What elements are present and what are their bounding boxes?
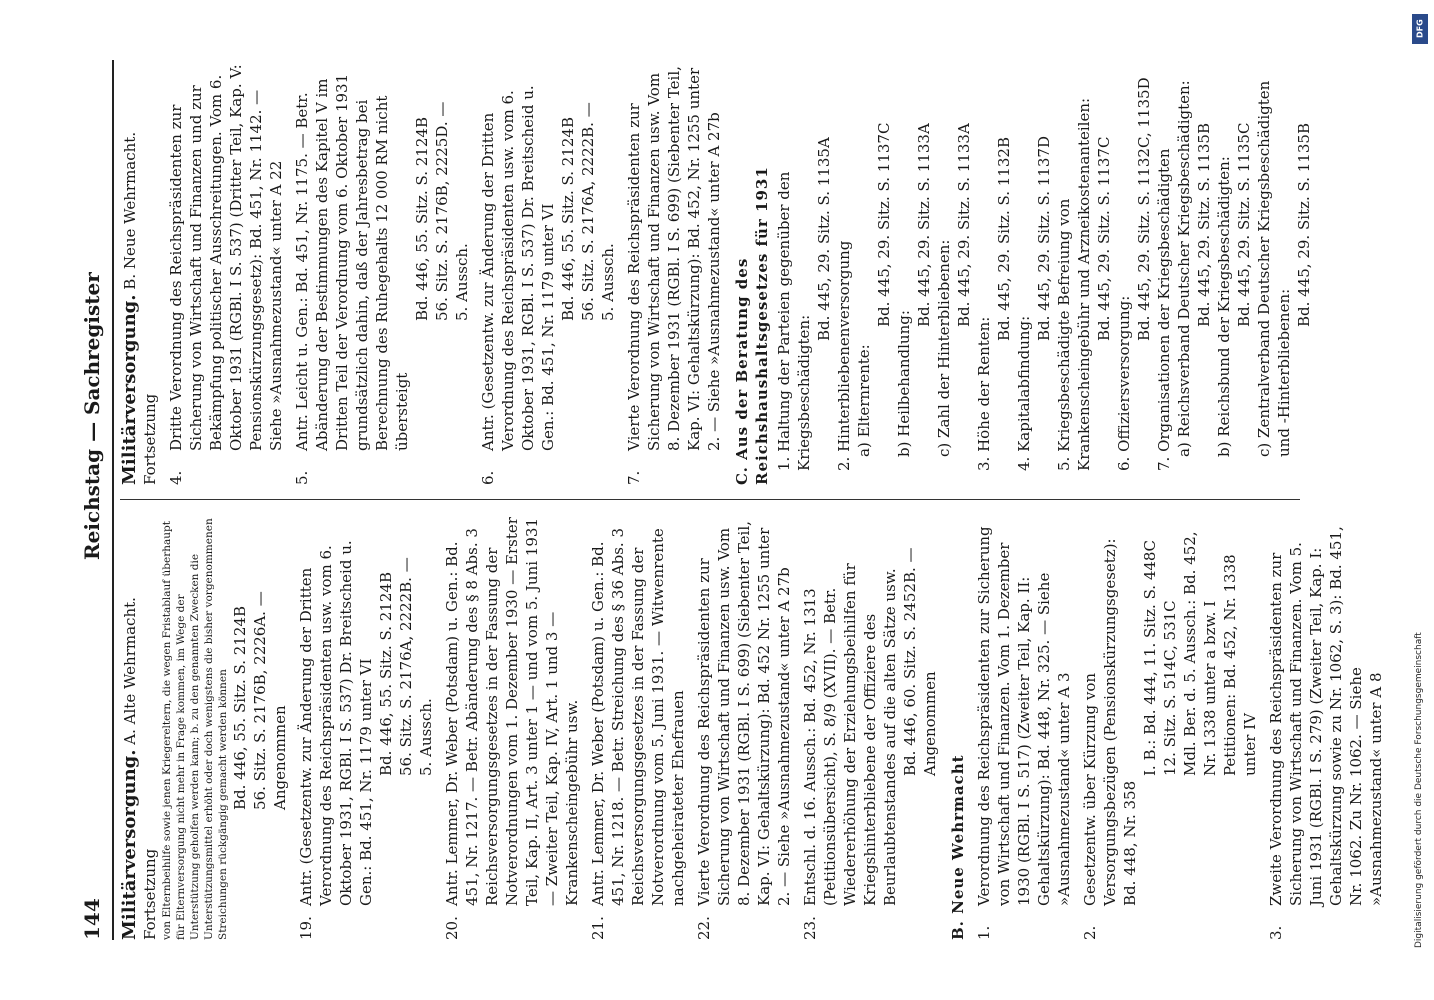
entry-text: Antr. Lemmer, Dr. Weber (Potsdam) u. Gen.: Bd. 451, Nr. 1217. — Betr. Abänderung des § 8 Abs. 3 Reichsversorgungsgesetzes in der Fassung der Notverordnungen vom 1. Dezember 1930 — Erster Teil, Kap. II, Art. 3 unter 1 — und vom 5. Juni 1931 — Zweiter Teil, Kap. IV, Art. 1 und 3 — Krankenscheingebühr usw. xyxy=(443,517,581,906)
section-c-label: a) Elternrente: xyxy=(855,344,873,457)
column-divider xyxy=(120,499,1300,500)
entry-ref: Bd. 446, 60. Sitz. S. 2452B. — Angenommen xyxy=(901,547,939,776)
left-intro-ref-1: Bd. 446, 55. Sitz. S. 2124B xyxy=(231,606,249,810)
entry-number: 22. xyxy=(695,916,713,940)
left-column-intro xyxy=(120,515,290,940)
section-c-item xyxy=(934,60,974,485)
section-c-label: c) Zentralverband Deutscher Kriegsbeschädigten und -Hinterbliebenen: xyxy=(1255,80,1293,457)
section-b-heading: B. Neue Wehrmacht xyxy=(949,754,967,940)
entry-text: Vierte Verordnung des Reichspräsidenten zur Sicherung von Wirtschaft und Finanzen usw. Vom 8. Dezember 1931 (RGBl. I S. 699) (Siebenter Teil, Kap. VI: Gehaltskürzung): Bd. 452 Nr. 1255 unter 2. — Siehe »Ausnahmezustand« unter A 27b xyxy=(695,521,793,906)
left-entry xyxy=(588,515,688,940)
entry-number: 21. xyxy=(589,916,607,940)
entry-ref: 5. Aussch. xyxy=(453,243,471,321)
left-entry xyxy=(694,515,794,940)
section-c-items xyxy=(774,60,1314,485)
section-c-item xyxy=(894,60,934,485)
entry-text: Zweite Verordnung des Reichspräsidenten zur Sicherung von Wirtschaft und Finanzen. Vom 5. Juni 1931 (RGBl. I S. 279) (Zweiter Teil, Kap. I: Gehaltskürzung sowie zu Nr. 1062, S. 3): Bd. 451, Nr. 1062. Zu Nr. 1062. — Siehe »Ausnahmezustand« unter A 8 xyxy=(1267,526,1385,906)
section-b-entries xyxy=(974,515,1386,940)
entry-ref: Bd. 446, 55. Sitz. S. 2124B xyxy=(559,117,577,321)
entry-number: 19. xyxy=(297,916,315,940)
section-c-ref: Bd. 445, 29. Sitz. S. 1133A xyxy=(955,123,973,327)
entry-ref: 5. Aussch. xyxy=(417,698,435,776)
entry-text: Dritte Verordnung des Reichspräsidenten zur Sicherung von Wirtschaft und Finanzen und zur Bekämpfung politischer Ausschreitungen. Vom 6. Oktober 1931 (RGBl. I S. 537) (Dritter Teil, Kap. V: Pensionskürzungsgesetz): Bd. 451, Nr. 1142. — Siehe »Ausnahmezustand« unter A 22 xyxy=(167,64,285,451)
entry-ref: 5. Aussch. xyxy=(599,243,617,321)
entry-number: 23. xyxy=(801,916,819,940)
section-c-ref: Bd. 445, 29. Sitz. S. 1132B xyxy=(995,137,1013,341)
entry-ref: 56. Sitz. S. 2176A, 2222B. — xyxy=(397,557,415,776)
section-c-label: a) Reichsverband Deutscher Kriegsbeschädigten: xyxy=(1175,80,1193,457)
entry-text: Entschl. d. 16. Aussch.: Bd. 452, Nr. 1313 (Petitionsübersicht), S. 8/9 (XVII). — Betr. Wiedererhöhung der Erziehungsbeihilfen für Kriegshinterbliebene der Offiziere des Beurlaubtenstandes auf die alten Sätze usw. xyxy=(801,563,899,906)
section-c-label: b) Heilbehandlung: xyxy=(895,310,913,457)
left-entry xyxy=(442,515,582,940)
entry-number: 4. xyxy=(167,470,185,485)
section-c-item xyxy=(854,60,894,485)
entry-text: Antr. Leicht u. Gen.: Bd. 451, Nr. 1175. — Betr. Abänderung der Bestimmungen des Kapitel V im Dritten Teil der Verordnung vom 6. Oktober 1931 grundsätzlich dahin, daß der Jahresbetrag bei Berechnung des Ruhegehalts 12 000 RM nicht übersteigt xyxy=(293,73,411,451)
section-c-item xyxy=(1174,60,1214,485)
right-entries xyxy=(166,60,724,485)
section-c-label: 6. Offiziersversorgung: xyxy=(1115,295,1133,471)
entry-ref: 12. Sitz. S. 514C, 531C xyxy=(1161,600,1179,776)
left-heading: Militärversorgung. xyxy=(119,749,140,940)
entry-number: 2. xyxy=(1081,925,1099,940)
entry-number: 5. xyxy=(293,470,311,485)
section-c-label: b) Reichsbund der Kriegsbeschädigten: xyxy=(1215,156,1233,457)
section-c-item xyxy=(774,60,834,485)
section-c-label: 7. Organisationen der Kriegsbeschädigten xyxy=(1155,148,1173,471)
entry-text: Antr. (Gesetzentw. zur Änderung der Dritten Verordnung des Reichspräsidenten usw. vom 6. Oktober 1931, RGBl. I S. 537) Dr. Breitscheid u. Gen.: Bd. 451, Nr. 1179 unter VI xyxy=(297,540,375,906)
section-b-entry xyxy=(1266,515,1386,940)
section-c-label: 3. Höhe der Renten: xyxy=(975,316,993,471)
section-c-heading: C. Aus der Beratung des Reichshaushaltsgesetzes für 1931 xyxy=(733,166,771,485)
section-c-ref: Bd. 445, 29. Sitz. S. 1135A xyxy=(815,137,833,341)
entry-number: 1. xyxy=(975,925,993,940)
section-c-item xyxy=(974,60,1014,485)
left-intro-ref-2: 56. Sitz. S. 2176B, 2226A. — Angenommen xyxy=(251,591,289,810)
section-c-item xyxy=(834,60,854,485)
section-c-label: 4. Kapitalabfindung: xyxy=(1015,315,1033,471)
section-c-ref: Bd. 445, 29. Sitz. S. 1133A xyxy=(915,123,933,327)
entry-ref: Mdl. Ber. d. 5. Aussch.: Bd. 452, Nr. 1338 unter a bzw. I xyxy=(1181,531,1219,776)
section-b-entry xyxy=(974,515,1074,940)
entry-text: Verordnung des Reichspräsidenten zur Sicherung von Wirtschaft und Finanzen. Vom 1. Dezember 1930 (RGBl. I S. 517) (Zweiter Teil, Kap. II: Gehaltskürzung): Bd. 448, Nr. 325. — Siehe »Ausnahmezustand« unter A 3 xyxy=(975,526,1073,906)
right-column-intro xyxy=(120,60,160,485)
entry-number: 20. xyxy=(443,916,461,940)
left-column xyxy=(119,515,1385,940)
credit-text: Digitalisierung gefördert durch die Deutsche Forschungsgemeinschaft xyxy=(1414,632,1424,948)
entry-text: Antr. (Gesetzentw. zur Änderung der Dritten Verordnung des Reichspräsidenten usw. vom 6. Oktober 1931, RGBl. I S. 537) Dr. Breitscheid u. Gen.: Bd. 451, Nr. 1179 unter VI xyxy=(479,85,557,451)
digitization-credit xyxy=(1410,8,1434,988)
section-c-label: 5. Kriegsbeschädigte Befreiung von Krankenscheingebühr und Arzneikostenanteilen: xyxy=(1055,97,1093,471)
dfg-logo-icon: DFG xyxy=(1412,14,1428,44)
entry-number: 7. xyxy=(625,470,643,485)
section-c-item xyxy=(1014,60,1054,485)
entry-ref: 56. Sitz. S. 2176A, 2222B. — xyxy=(579,102,597,321)
section-b-entry xyxy=(1080,515,1260,940)
section-c-item xyxy=(1214,60,1254,485)
right-column xyxy=(119,60,1313,485)
entry-ref: Petitionen: Bd. 452, Nr. 1338 unter IV xyxy=(1221,554,1259,776)
right-entry xyxy=(478,60,618,485)
left-entries xyxy=(296,515,940,940)
entry-text: Gesetzentw. über Kürzung von Versorgungsbezügen (Pensionskürzungsgesetz): Bd. 448, Nr. 358 xyxy=(1081,538,1139,906)
right-heading: Militärversorgung. xyxy=(119,294,140,485)
entry-ref: 56. Sitz. S. 2176B, 2225D. — xyxy=(433,101,451,321)
entry-ref: Bd. 446, 55. Sitz. S. 2124B xyxy=(377,572,395,776)
entry-number: 3. xyxy=(1267,925,1285,940)
page-header xyxy=(80,60,110,940)
section-c-label: 2. Hinterbliebenenversorgung xyxy=(835,240,853,471)
left-entry xyxy=(296,515,436,940)
section-c-item xyxy=(1054,60,1114,485)
left-entry xyxy=(800,515,940,940)
right-heading-tail: B. Neue Wehrmacht. Fortsetzung xyxy=(121,131,159,485)
entry-number: 6. xyxy=(479,470,497,485)
section-c-ref: Bd. 445, 29. Sitz. S. 1137D xyxy=(1035,136,1053,341)
section-c-item xyxy=(1254,60,1314,485)
entry-ref: Bd. 446, 55. Sitz. S. 2124B xyxy=(413,117,431,321)
entry-ref: I. B.: Bd. 444, 11. Sitz. S. 448C xyxy=(1141,540,1159,776)
section-c-ref: Bd. 445, 29. Sitz. S. 1137C xyxy=(1095,136,1113,341)
section-c-label: c) Zahl der Hinterbliebenen: xyxy=(935,239,953,457)
right-entry xyxy=(624,60,724,485)
section-c-ref: Bd. 445, 29. Sitz. S. 1135C xyxy=(1235,122,1253,327)
left-heading-tail: A. Alte Wehrmacht. Fortsetzung xyxy=(121,597,159,940)
header-rule xyxy=(112,60,114,940)
entry-text: Vierte Verordnung des Reichspräsidenten zur Sicherung von Wirtschaft und Finanzen usw. Vom 8. Dezember 1931 (RGBl. I S. 699) (Siebenter Teil, Kap. VI: Gehaltskürzung): Bd. 452, Nr. 1255 unter 2. — Siehe »Ausnahmezustand« unter A 27b xyxy=(625,66,723,451)
section-c-label: 1. Haltung der Parteien gegenüber den Kriegsbeschädigten: xyxy=(775,171,813,471)
section-c-ref: Bd. 445, 29. Sitz. S. 1132C, 1135D xyxy=(1135,77,1153,341)
section-c-item xyxy=(1114,60,1154,485)
section-c-ref: Bd. 445, 29. Sitz. S. 1135B xyxy=(1195,123,1213,327)
section-c-item xyxy=(1154,60,1174,485)
left-intro-text: von Elternbeihilfe sowie jenen Kriegereltern, die wegen Fristablauf überhaupt für Elternversorgung nicht mehr in Frage kommen, im Wege der Unterstützung geholfen werden kann; b. zu den genannten Zwecken die Unterstützungsmittel erhöht oder doch wenigstens die bisher vorgenommenen Streichungen rückgängig gemacht werden können xyxy=(161,518,229,940)
entry-text: Antr. Lemmer, Dr. Weber (Potsdam) u. Gen.: Bd. 451, Nr. 1218. — Betr. Streichung des § 36 Abs. 3 Reichsversorgungsgesetzes in der Fassung der Notverordnung vom 5. Juni 1931. — Witwenrente nachgeheirateter Ehefrauen xyxy=(589,528,687,906)
rotated-page-content xyxy=(80,60,1385,940)
section-c-ref: Bd. 445, 29. Sitz. S. 1135B xyxy=(1295,123,1313,327)
right-entry xyxy=(292,60,472,485)
running-head: Reichstag — Sachregister xyxy=(80,272,104,560)
section-c-ref: Bd. 445, 29. Sitz. S. 1137C xyxy=(875,122,893,327)
right-entry xyxy=(166,60,286,485)
page-number: 144 xyxy=(80,898,104,940)
